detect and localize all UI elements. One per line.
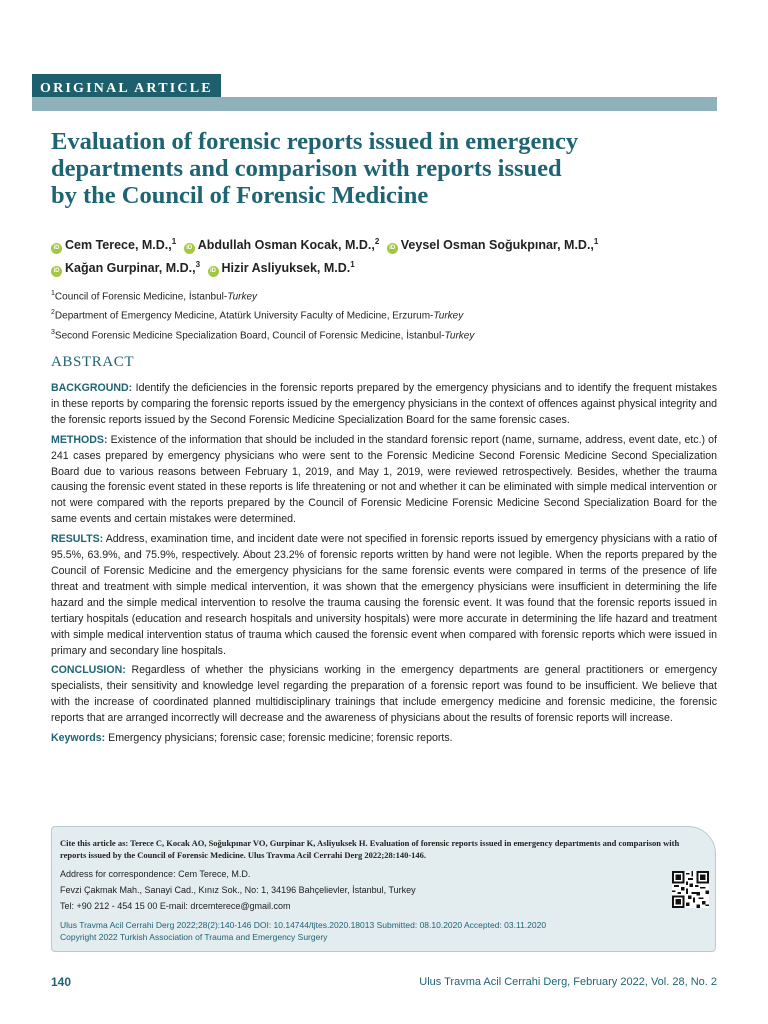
author-name: Abdullah Osman Kocak, M.D.,: [197, 238, 375, 253]
affiliation-country: Turkey: [444, 329, 475, 341]
orcid-icon[interactable]: iD: [387, 243, 398, 254]
methods-text: Existence of the information that should be included in the standard forensic report (name, surname, address, event date, etc.) of 241 cases prepared by emergency physicians who were sent to the Forensic Medicine Second Forensic Medicine Second Specialization Board due to various reasons between February 1, 2019, and May 1, 2019, were reviewed retrospectively. Besides, whether the trauma causing the forensic event stated in these reports is life threatening or not and whether it can be eliminated with simple medical intervention or not were compared with the reports prepared by the Council of Forensic Medicine Forensic Medicine Second Specialization Board for the same events and certain mistakes were determined.: [51, 433, 717, 526]
author: [208, 255, 355, 278]
page-number: 140: [51, 975, 72, 989]
abstract-heading: ABSTRACT: [51, 354, 135, 370]
keywords-label: Keywords:: [51, 732, 106, 745]
author: [51, 255, 200, 278]
author: [184, 232, 380, 255]
affiliation-country: Turkey: [227, 291, 258, 303]
correspondence-address: Fevzi Çakmak Mah., Sanayi Cad., Kınız Sok., No: 1, 34196 Bahçelievler, İstanbul, Turkey: [60, 885, 416, 895]
methods-label: METHODS:: [51, 433, 108, 446]
author-name: Cem Terece, M.D.,: [65, 238, 172, 253]
affiliation: [51, 305, 731, 324]
author-name: Hizir Asliyuksek, M.D.: [221, 261, 351, 276]
orcid-icon[interactable]: iD: [184, 243, 195, 254]
abstract-conclusion: [51, 663, 717, 727]
correspondence-block: [60, 866, 706, 914]
article-title: [51, 128, 691, 209]
correspondence-name: Address for correspondence: Cem Terece, M.D.: [60, 869, 251, 879]
affiliation-list: [51, 286, 731, 344]
affiliation-num: 2: [51, 309, 55, 317]
orcid-icon[interactable]: iD: [51, 266, 62, 277]
affiliation: [51, 286, 731, 305]
meta-line: Ulus Travma Acil Cerrahi Derg 2022;28(2):140-146 DOI: 10.14744/tjtes.2020.18013 Submitted: 08.10.2020 Accepted: 03.11.2020: [60, 920, 547, 930]
orcid-icon[interactable]: iD: [51, 243, 62, 254]
author-line: [51, 255, 731, 278]
section-label: ORIGINAL ARTICLE: [32, 74, 221, 103]
correspondence-contact[interactable]: Tel: +90 212 - 454 15 00 E-mail: drcemterece@gmail.com: [60, 901, 291, 911]
affiliation-text: Council of Forensic Medicine, İstanbul-: [54, 291, 228, 303]
author-affil-num: 1: [171, 237, 177, 246]
orcid-icon[interactable]: iD: [208, 266, 219, 277]
section-banner-bar: [32, 97, 717, 111]
results-label: RESULTS:: [51, 533, 104, 546]
background-label: BACKGROUND:: [51, 382, 133, 394]
abstract-results: [51, 532, 717, 659]
background-text: Identify the deficiencies in the forensic reports prepared by the emergency physicians and to identify the frequent mistakes in these reports by comparing the forensic reports issued by the emergency physicians in the context of offences against physical integrity and the forensic reports issued by the Second Forensic Medicine Specialization Board for the same forensic cases.: [51, 382, 717, 426]
author-affil-num: 1: [350, 260, 355, 270]
abstract-body: [51, 381, 717, 751]
keywords-text: Emergency physicians; forensic case; forensic medicine; forensic reports.: [108, 732, 453, 745]
results-text: Address, examination time, and incident date were not specified in forensic reports issued by emergency physicians with a ratio of 95.5%, 63.9%, and 75.9%, respectively. About 23.2% of forensic reports written by hand were not legible. When the reports prepared by the Council of Forensic Medicine and the emergency physicians for the same forensic events were compared in terms of the presence of life threat and treatment with simple medical intervention, it was shown that the emergency physicians were insufficient in determining the life hazard and the simple medical intervention to resolve the trauma causing the forensic event. It was found that the forensic reports issued in tertiary hospitals (education and research hospitals and university hospitals) were more accurate in determining the life hazard and treatment with simple medical intervention status of trauma which caused the forensic event when compared with forensic reports which were issued in primary and secondary line hospitals.: [51, 533, 718, 657]
qr-code-icon[interactable]: [672, 871, 709, 908]
author-affil-num: 2: [374, 237, 380, 246]
abstract-keywords: [51, 731, 717, 747]
journal-reference: Ulus Travma Acil Cerrahi Derg, February 2022, Vol. 28, No. 2: [419, 976, 717, 988]
author-name: Veysel Osman Soğukpınar, M.D.,: [400, 238, 594, 253]
affiliation-country: Turkey: [433, 310, 464, 322]
affiliation-num: 3: [51, 328, 55, 336]
author-name: Kağan Gurpinar, M.D.,: [65, 261, 196, 276]
abstract-methods: [51, 433, 717, 528]
author: [387, 232, 599, 255]
citation-box: [51, 826, 716, 952]
title-line: Evaluation of forensic reports issued in emergency: [51, 128, 579, 155]
affiliation-text: Department of Emergency Medicine, Atatürk University Faculty of Medicine, Erzurum-: [54, 310, 434, 322]
publication-meta: [60, 920, 706, 943]
author: [51, 232, 176, 255]
author-list: [51, 232, 731, 278]
copyright-line: Copyright 2022 Turkish Association of Trauma and Emergency Surgery: [60, 931, 328, 942]
affiliation: [51, 325, 731, 344]
affiliation-num: 1: [51, 290, 55, 297]
author-affil-num: 1: [593, 237, 599, 246]
cite-text: Cite this article as: Terece C, Kocak AO, Soğukpınar VO, Gurpinar K, Asliyuksek H. Evaluation of forensic reports issued in emergency departments and comparison with reports issued by the Council of Forensic Medicine. Ulus Travma Acil Cerrahi Derg 2022;28:140-146.: [60, 838, 680, 860]
title-line: departments and comparison with reports issued: [51, 155, 562, 182]
abstract-background: [51, 381, 717, 429]
author-line: [51, 232, 731, 255]
affiliation-text: Second Forensic Medicine Specialization Board, Council of Forensic Medicine, İstanbul-: [54, 329, 445, 341]
author-affil-num: 3: [195, 260, 201, 270]
conclusion-text: Regardless of whether the physicians working in the emergency departments are general practitioners or emergency specialists, their sensitivity and knowledge level regarding the preparation of a forensic report was found to be insufficient. We believe that with the increase of coordinated planned multidisciplinary trainings that include emergency medicine and forensic medicine, the forensic reports that are arranged incorrectly will decrease and the awareness of physicians about the results of forensic reports will increase.: [51, 664, 717, 725]
conclusion-label: CONCLUSION:: [51, 664, 126, 677]
title-line: by the Council of Forensic Medicine: [51, 182, 429, 209]
